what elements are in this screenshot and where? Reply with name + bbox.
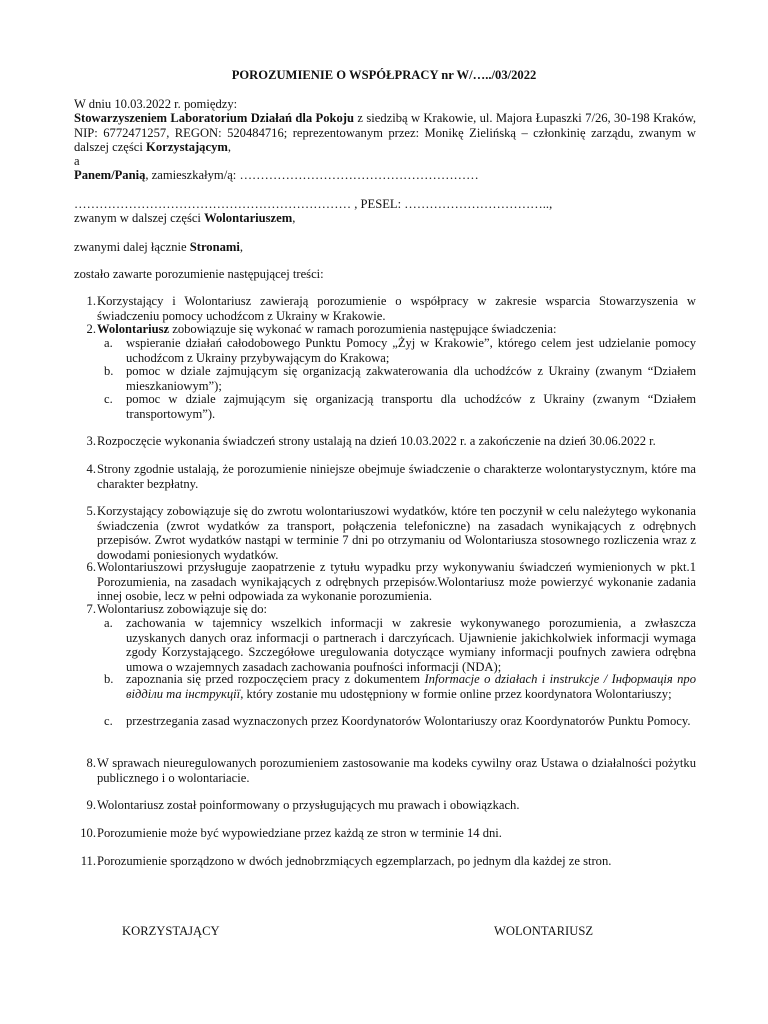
organization-name: Stowarzyszeniem Laboratorium Działań dla Pokoju: [74, 111, 355, 125]
list-item: 11. Porozumienie sporządzono w dwóch jednobrzmiących egzemplarzach, po jednym dla każdej ze stron.: [80, 854, 612, 868]
volunteer-line: zwanym w dalszej części Wolontariuszem,: [74, 211, 296, 225]
document-title: POROZUMIENIE O WSPÓŁPRACY nr W/…../03/2022: [231, 68, 537, 82]
list-item: 2. Wolontariusz zobowiązuje się wykonać w ramach porozumienia następujące świadczenia:: [86, 322, 557, 336]
pesel-line: ………………………………………………………… , PESEL: ……………………………..,: [74, 197, 553, 211]
document-reference: Informacje o działach i instrukcje / Інформація про відділи та інструкції: [126, 672, 696, 701]
sub-list-item: b. pomoc w dziale zajmującym się organizacją zakwaterowania dla uchodźców z Ukrainy (zwanym “Działem mieszkaniowym”);: [104, 364, 696, 393]
list-item: 3. Rozpoczęcie wykonania świadczeń strony ustalają na dzień 10.03.2022 r. a zakończenie na dzień 30.06.2022 r.: [86, 434, 656, 448]
person-line: [74, 168, 696, 183]
list-item: 1. Korzystający i Wolontariusz zawierają porozumienie o współpracy w zakresie wsparcia Stowarzyszenia w świadczeniu pomocy uchodźcom z Ukrainy w Krakowie.: [86, 294, 696, 323]
list-item: 7. Wolontariusz zobowiązuje się do:: [86, 602, 268, 616]
list-item: 6. Wolontariuszowi przysługuje zaopatrzenie z tytułu wypadku przy wykonywaniu świadczeń wymienionych w pkt.1 Porozumienia, na zasadach wynikających z odrębnych przepisów.Wolontariusz może powierzyć wykonanie zadania innej osobie, lecz w pełni odpowiada za wykonanie porozumienia.: [86, 560, 696, 604]
sub-list-item: c. przestrzegania zasad wyznaczonych przez Koordynatorów Wolontariuszy oraz Koordynatorów Punktu Pomocy.: [104, 714, 691, 728]
organization-details: z siedzibą w Krakowie, ul. Majora Łupaszki 7/26, 30-198 Kraków, NIP: 6772471257, REGON: 520484716; reprezentowanym przez: Monikę Zielińską – członkinię zarządu, zwanym w dalszej części: [74, 111, 696, 155]
conjunction: a: [74, 154, 80, 168]
parties-line: zwanymi dalej łącznie Stronami,: [74, 240, 244, 254]
sub-list-item: a. wspieranie działań całodobowego Punktu Pomocy „Żyj w Krakowie”, którego celem jest udzielanie pomocy uchodźcom z Ukrainy przybywającym do Krakowa;: [104, 336, 696, 365]
address-placeholder: , zamieszkałym/ą: …………………………………………………: [145, 168, 479, 182]
signature-label-right: WOLONTARIUSZ: [494, 924, 594, 938]
parties-role: Stronami: [189, 240, 240, 254]
organization-paragraph: Stowarzyszeniem Laboratorium Działań dla Pokoju z siedzibą w Krakowie, ul. Majora Łupaszki 7/26, 30-198 Kraków, NIP: 6772471257, REGON: 520484716; reprezentowanym przez: Monikę Zielińską – członkinię zarządu, zwanym w dalszej części Korzystającym,: [74, 111, 696, 155]
list-item: 5. Korzystający zobowiązuje się do zwrotu wolontariuszowi wydatków, które ten poczynił w celu należytego wykonania świadczenia (zwrot wydatków za transport, połączenia telefoniczne) na zasadach wynikających z odrębnych przepisów. Zwrot wydatków nastąpi w terminie 7 dni po otrzymaniu od Wolontariusza stosownego rozliczenia wraz z dowodami poniesionych wydatków.: [86, 504, 696, 562]
person-label: Panem/Panią: [74, 168, 146, 182]
signature-label-left: KORZYSTAJĄCY: [122, 924, 220, 938]
sub-list-item: a. zachowania w tajemnicy wszelkich informacji w zakresie wykonywanego porozumienia, a zwłaszcza uzyskanych danych oraz informacji o partnerach i darczyńcach. Ujawnienie jakichkolwiek informacji wymaga zgody Korzystającego. Szczegółowe uregulowania dotyczące wymiany informacji poufnych zawiera odrębna umowa o wzajemnych zasadach zachowania poufności informacji (NDA);: [104, 616, 696, 674]
list-item: 10. Porozumienie może być wypowiedziane przez każdą ze stron w terminie 14 dni.: [80, 826, 502, 840]
organization-role: Korzystającym: [146, 140, 228, 155]
list-item: 4. Strony zgodnie ustalają, że porozumienie niniejsze obejmuje świadczenie o charakterze wolontarystycznym, które ma charakter bezpłatny.: [86, 462, 696, 491]
list-item: 8. W sprawach nieuregulowanych porozumieniem zastosowanie ma kodeks cywilny oraz Ustawa o działalności pożytku publicznego i o wolontariacie.: [86, 756, 696, 785]
date-line: W dniu 10.03.2022 r. pomiędzy:: [74, 97, 238, 111]
volunteer-role: Wolontariuszem: [204, 211, 293, 225]
sub-list-item: b. zapoznania się przed rozpoczęciem pracy z dokumentem Informacje o działach i instrukcje / Інформація про відділи та інструкції, który zostanie mu udostępniony w formie online przez koordynatora Wolontariuszy;: [104, 672, 696, 701]
sub-list-item: c. pomoc w dziale zajmującym się organizacją transportu dla uchodźców z Ukrainy (zwanym “Działem transportowym”).: [104, 392, 696, 421]
list-item: 9. Wolontariusz został poinformowany o przysługujących mu prawach i obowiązkach.: [86, 798, 520, 812]
agreement-intro-line: zostało zawarte porozumienie następującej treści:: [74, 267, 324, 281]
